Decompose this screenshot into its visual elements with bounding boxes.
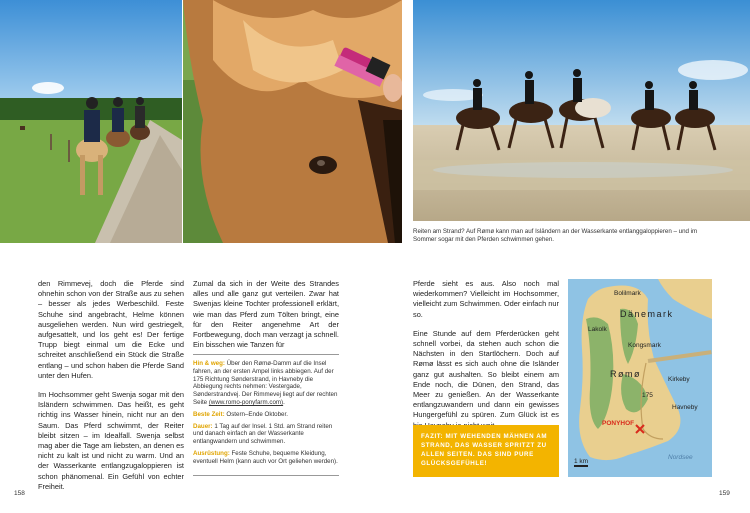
body-column-2 (193, 279, 339, 359)
photo-riders-on-path (0, 0, 182, 243)
map-label-bolilmark: Bolilmark (614, 290, 641, 297)
fazit-box: FAZIT: MIT WEHENDEN MÄHNEN AM STRAND, DAS WASSER SPRITZT ZU ALLEN SEITEN. DAS SIND PURE GLÜCKSGEFÜHLE! (413, 425, 559, 477)
map-label-romo: Rømø (610, 369, 641, 379)
map-label-ponyhof: PONYHOF (602, 420, 635, 427)
info-directions (193, 360, 339, 407)
map-label-kirkeby: Kirkeby (668, 376, 690, 383)
info-equipment (193, 450, 339, 466)
map-label-lakolk: Lakolk (588, 326, 607, 333)
map-label-danemark: Dänemark (620, 309, 674, 319)
body-column-1 (38, 279, 184, 501)
map-road-number: 175 (642, 392, 653, 399)
page-number-right: 159 (719, 490, 730, 497)
info-label: Ausrüstung: (193, 449, 230, 457)
map-label-kongsmark: Kongsmark (628, 342, 661, 349)
website-link[interactable]: (www.romo-ponyfarm.com) (208, 398, 284, 406)
paragraph: Im Hochsommer geht Swenja sogar mit den Isländern schwimmen. Das heißt, es geht richtig ins Wasser hinein, nicht nur an den Saum. Das Pferd schwimmt, der Reiter bleibt sitzen – im Idealfall. Swenja selbst mag aber die Tage am liebsten, an denen es nicht zu kalt ist und nicht zu warm. Und an der Wasserkante entlangzugaloppieren ist schon phänomenal. Ein Gefühl von echter Freiheit. (38, 390, 184, 491)
photo-horse-being-brushed (183, 0, 402, 243)
paragraph: den Rimmevej, doch die Pferde sind ohnehin schon von der Straße aus zu sehen – besser als jedes Werbeschild. Feste Schuhe sind angebracht, Helme können ausgeliehen werden. Nun wird gestriegelt, aufgesattelt, und los geht es! Der fertige Trupp biegt einmal um die Ecke und schreitet anschließend ein Stück die Straße entlang – und schon haben die Pferde Sand unter den Hufen. (38, 279, 184, 380)
info-text-end: . (283, 398, 285, 406)
info-label: Hin & weg: (193, 360, 225, 367)
info-label: Dauer: (193, 422, 213, 430)
island-map (568, 279, 712, 477)
page-number-left: 158 (14, 490, 25, 497)
photo-caption: Reiten am Strand? Auf Rømø kann man auf Isländern an der Wasserkante entlanggaloppieren – und im Sommer sogar mit den Pferden schwimmen gehen. (413, 228, 698, 243)
paragraph: Zumal da sich in der Weite des Strandes alles und alle ganz gut verteilen. Zwar hat Swenjas kleine Tochter professionell erklärt, wie man das Pferd zum Tölten bringt, eine für den Reiter angenehme Art der Fortbewegung, doch man verzagt ja schnell. Ein bisschen wie Tanzen für (193, 279, 339, 350)
paragraph: Eine Stunde auf dem Pferderücken geht schnell vorbei, da stehen auch schon die Nächsten in den Startlöchern. Doch auf Rømø lässt es sich auch ohne die Isländer ganz gut aushalten. So bleibt einem am Ende noch, die Dünen, den Strand, das Meer zu genießen. An der Wasserkante entlangzuwandern und dann ein gewisses Hungergefühl zu spüren. Zum Glück ist es (413, 328, 559, 420)
info-text: Über den Rømø-Damm auf die Insel fahren, an der ersten Ampel links abbiegen. Auf der 175 Richtung Sønderstrand, in Havneby die Abbiegung rechts nehmen: Vestergade, Sønderstrandvej. Der Rimmevej liegt auf der rechten Seite (193, 360, 338, 406)
map-label-nordsee: Nordsee (668, 454, 693, 461)
info-duration (193, 423, 339, 446)
paragraph: Pferde sieht es aus. Also noch mal wiederkommen? Vielleicht im Hochsommer, vielleicht zum Schwimmen. Oder einfach nur so. (413, 279, 559, 319)
body-column-3 (413, 279, 559, 440)
photo-riders-on-beach (413, 0, 750, 221)
map-scale-label: 1 km (574, 458, 589, 465)
info-box (193, 354, 339, 476)
map-label-havneby: Havneby (672, 404, 698, 411)
info-text: Feste Schuhe, bequeme Kleidung, eventuell Helm (kann auch vor Ort geliehen werden). (193, 449, 338, 465)
info-text: 1 Tag auf der Insel. 1 Std. am Strand reiten und danach einfach an der Wasserkante entlangwandern und schwimmen. (193, 422, 333, 446)
info-label: Beste Zeit: (193, 410, 225, 418)
info-text: Ostern–Ende Oktober. (226, 410, 288, 418)
info-best-time (193, 411, 339, 419)
